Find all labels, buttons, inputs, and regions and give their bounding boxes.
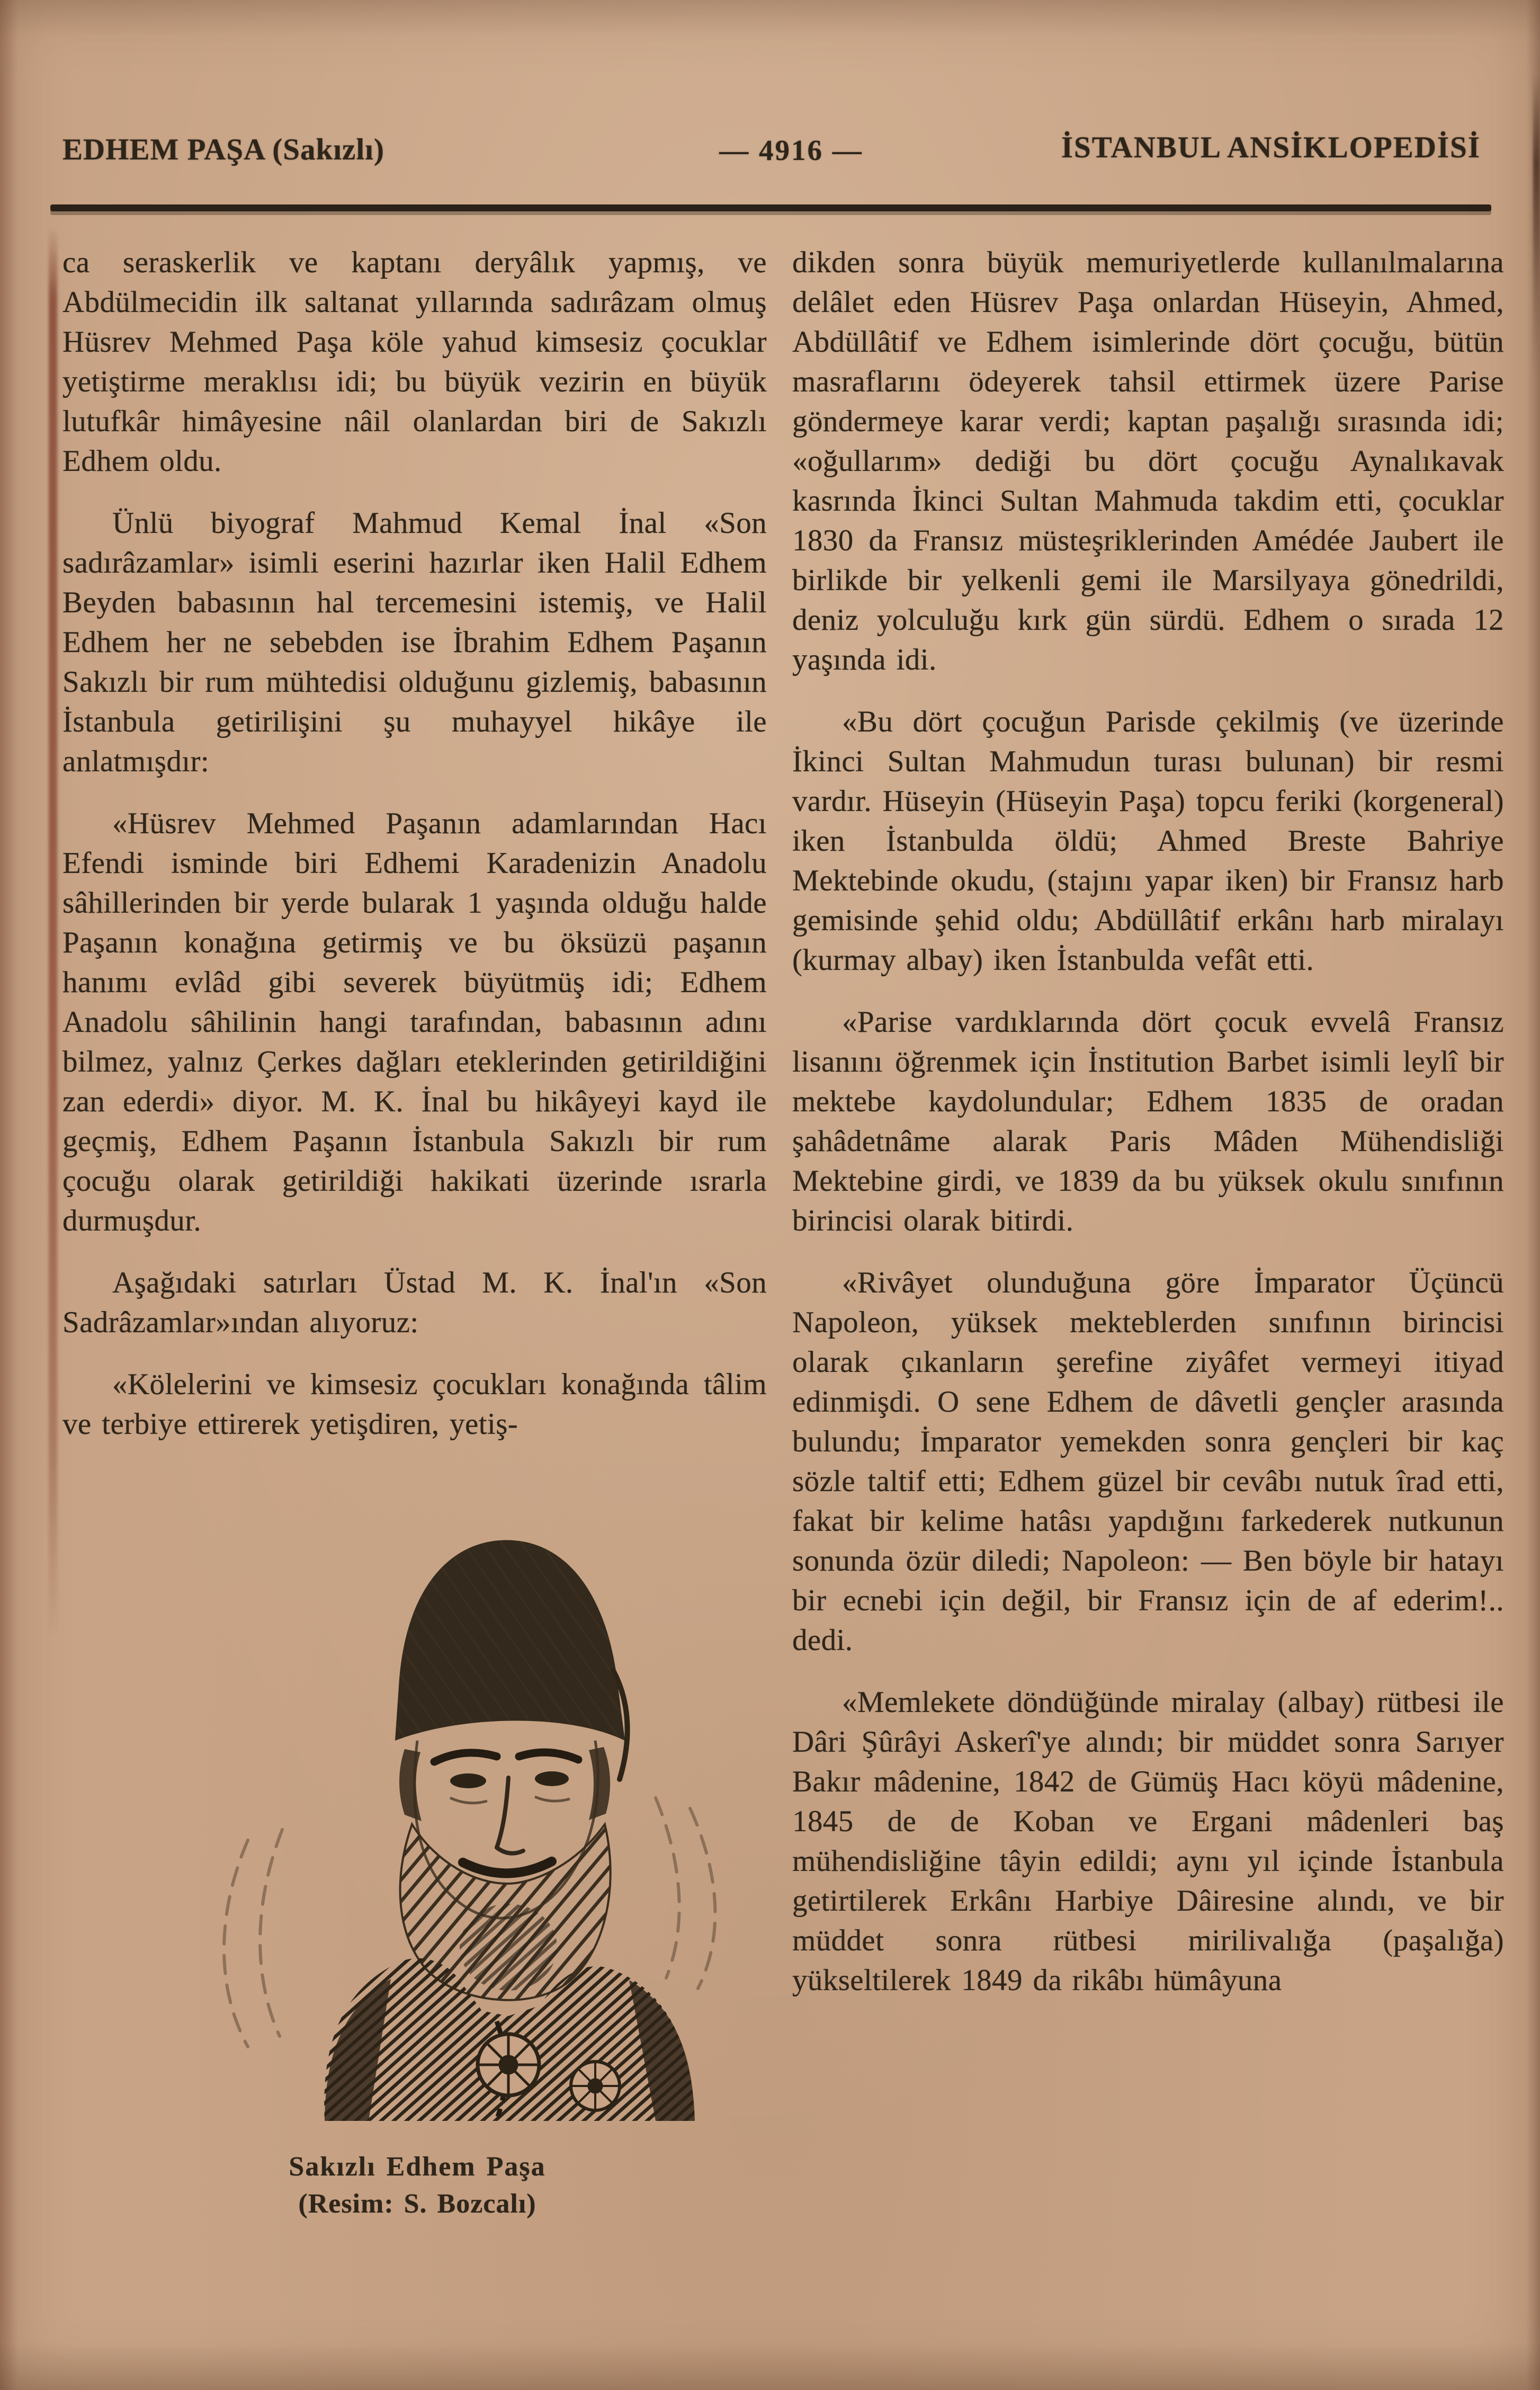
header-rule xyxy=(50,204,1491,211)
scan-gutter-artifact xyxy=(49,228,57,1637)
portrait-figure xyxy=(168,1512,767,2223)
figure-caption-credit: (Resim: S. Bozcalı) xyxy=(298,2189,536,2219)
figure-caption xyxy=(118,2148,717,2223)
header-article-title: EDHEM PAŞA (Sakızlı) xyxy=(62,133,384,166)
body-paragraph: dikden sonra büyük memuriyetlerde kullanılmalarına delâlet eden Hüsrev Paşa onlardan Hüseyin, Ahmed, Abdüllâtif ve Edhem isimlerinde dört çocuğu, bütün masraflarını ödeyerek tahsil ettirmek üzere Parise göndermeye karar verdi; kaptan paşalığı sırasında idi; «oğullarım» dediği bu dört çocuğu Aynalıkavak kasrında İkinci Sultan Mahmuda takdim etti, çocuklar 1830 da Fransız müsteşriklerinden Amédée Jaubert ile birlikde bir yelkenli gemi ile Marsilyaya gönedrildi, deniz yolculuğu kırk gün sürdü. Edhem o sırada 12 yaşında idi. xyxy=(792,246,1504,676)
body-paragraph: «Parise vardıklarında dört çocuk evvelâ Fransız lisanını öğrenmek için İnstitution Barbet isimli leylî bir mektebe kaydolundular; Edhem 1835 de oradan şahâdetnâme alarak Paris Mâden Mühendisliği Mektebine girdi, ve 1839 da bu yüksek okulu sınıfının birincisi olarak bitirdi. xyxy=(792,1005,1504,1237)
right-column xyxy=(792,243,1504,2000)
body-paragraph: Aşağıdaki satırları Üstad M. K. İnal'ın «Son Sadrâzamlar»ından alıyoruz: xyxy=(62,1266,767,1339)
page-number: — 4916 — xyxy=(719,134,863,166)
body-paragraph: Ünlü biyograf Mahmud Kemal İnal «Son sadırâzamlar» isimli eserini hazırlar iken Halil Edhem Beyden babasının hal tercemesini istemiş, ve Halil Edhem her ne sebebden ise İbrahim Edhem Paşanın Sakızlı bir rum mühtedisi olduğunu gizlemiş, babasının İstanbula getirilişini şu muhayyel hikâye ile anlatmışdır: xyxy=(62,506,767,778)
body-paragraph: «Kölelerini ve kimsesiz çocukları konağında tâlim ve terbiye ettirerek yetişdiren, yetiş- xyxy=(62,1368,767,1441)
body-paragraph: «Bu dört çocuğun Parisde çekilmiş (ve üzerinde İkinci Sultan Mahmudun turası bulunan) bir resmi vardır. Hüseyin (Hüseyin Paşa) topcu feriki (korgeneral) iken İstanbulda öldü; Ahmed Breste Bahriye Mektebinde okudu, (stajını yapar iken) bir Fransız harb gemisinde şehid oldu; Abdüllâtif erkânı harb miralayı (kurmay albay) iken İstanbulda vefât etti. xyxy=(792,705,1504,977)
body-paragraph: «Memlekete döndüğünde miralay (albay) rütbesi ile Dâri Şûrâyi Askerî'ye alındı; bir müddet sonra Sarıyer Bakır mâdenine, 1842 de Gümüş Hacı köyü mâdenine, 1845 de de Koban ve Ergani mâdenleri baş mühendisliğine tâyin edildi; aynı yıl içinde İstanbula getirtilerek Erkânı Harbiye Dâiresine alındı, ve bir müddet sonra rütbesi mirilivalığa (paşalığa) yükseltilerek 1849 da rikâbı hümâyuna xyxy=(792,1686,1504,1997)
figure-caption-title: Sakızlı Edhem Paşa xyxy=(289,2152,546,2182)
body-paragraph: ca seraskerlik ve kaptanı deryâlık yapmış, ve Abdülmecidin ilk saltanat yıllarında sadırâzam olmuş Hüsrev Mehmed Paşa köle yahud kimsesiz çocuklar yetiştirme meraklısı idi; bu büyük vezirin en büyük lutufkâr himâyesine nâil olanlardan biri de Sakızlı Edhem oldu. xyxy=(62,246,767,478)
header-publication-title: İSTANBUL ANSİKLOPEDİSİ xyxy=(1061,131,1481,164)
body-paragraph: «Rivâyet olunduğuna göre İmparator Üçüncü Napoleon, yüksek mekteblerden sınıfının birincisi olarak çıkanların şerefine ziyâfet vermeyi itiyad edinmişdi. O sene Edhem de dâvetli gençler arasında bulundu; İmparator yemekden sonra gençleri bir kaç sözle taltif etti; Edhem güzel bir cevâbı nutuk îrad etti, fakat bir kelime hatâsı yapdığını farkederek nutkunun sonunda özür diledi; Napoleon: — Ben böyle bir hatayı bir ecnebi için değil, bir Fransız için de af ederim!.. dedi. xyxy=(792,1266,1504,1657)
portrait-illustration xyxy=(168,1512,767,2121)
scan-edge-artifact xyxy=(1533,74,1540,371)
left-column xyxy=(62,243,767,2223)
body-paragraph: «Hüsrev Mehmed Paşanın adamlarından Hacı Efendi isminde biri Edhemi Karadenizin Anadolu sâhillerinden bir yerde bularak 1 yaşında olduğu halde Paşanın konağına getirmiş ve bu öksüzü paşanın hanımı evlâd gibi severek büyütmüş idi; Edhem Anadolu sâhilinin hangi tarafından, babasının adını bilmez, yalnız Çerkes dağları eteklerinden getirildiğini zan ederdi» diyor. M. K. İnal bu hikâyeyi kayd ile geçmiş, Edhem Paşanın İstanbula Sakızlı bir rum çocuğu olarak getirildiği hakikati üzerinde ısrarla durmuşdur. xyxy=(62,807,767,1237)
